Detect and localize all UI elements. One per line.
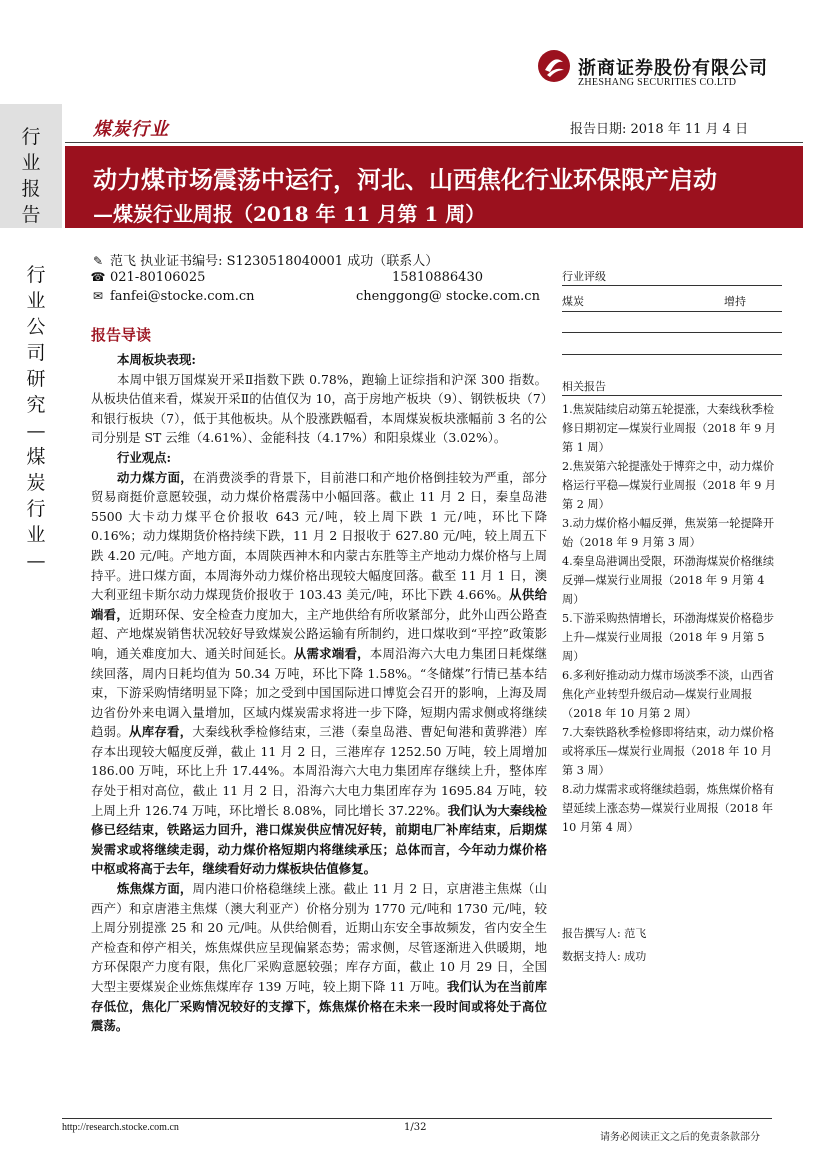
email-1[interactable]: fanfei@stocke.com.cn <box>110 289 255 304</box>
related-report-item[interactable]: 5.下游采购热情增长，环渤海煤炭价格稳步上升—煤炭行业周报（2018 年 9 月第 5 周） <box>562 612 775 663</box>
report-title: 动力煤市场震荡中运行，河北、山西焦化行业环保限产启动 <box>93 165 717 194</box>
phone-icon: ☎ <box>90 270 106 284</box>
related-report-item[interactable]: 7.大秦铁路秋季检修即将结束，动力煤价格或将承压—煤炭行业周报（2018 年 10 月第 3 周） <box>562 726 775 777</box>
related-report-item[interactable]: 3.动力煤价格小幅反弹，焦炭第一轮提降开始（2018 年 9 月第 3 周） <box>562 517 775 549</box>
industry-label: 煤炭行业 <box>93 119 169 140</box>
rating-value: 增持 <box>724 295 746 308</box>
email-2[interactable]: chenggong@ stocke.com.cn <box>356 289 540 304</box>
sidebar-label-category: 行业公司研究—煤炭行业— <box>26 264 46 572</box>
report-date: 报告日期: 2018 年 11 月 4 日 <box>570 122 749 137</box>
footer-url[interactable]: http://research.stocke.com.cn <box>62 1122 179 1133</box>
related-reports-label: 相关报告 <box>562 380 606 393</box>
related-report-item[interactable]: 2.焦炭第六轮提涨处于博弈之中，动力煤价格运行平稳—煤炭行业周报（2018 年 9 月第 2 周） <box>562 460 777 511</box>
report-writer: 报告撰写人: 范飞 <box>562 927 647 940</box>
company-logo-icon <box>536 48 572 84</box>
pen-icon: ✎ <box>92 254 104 268</box>
related-report-item[interactable]: 8.动力煤需求或将继续趋弱，炼焦煤价格有望延续上涨态势—煤炭行业周报（2018 年 10 月第 4 周） <box>562 783 775 834</box>
disclaimer-note: 请务必阅读正文之后的免责条款部分 <box>600 1132 760 1143</box>
report-body <box>91 350 547 1036</box>
paragraph: 动力煤方面，在消费淡季的背景下，目前港口和产地价格倒挂较为严重，部分贸易商挺价意愿较强，动力煤价格震荡中小幅回落。截止 11 月 2 日，秦皇岛港 5500 大卡动力煤平仓价报收 643 元/吨，较上周下跌 1 元/吨，环比下降 0.16%；动力煤期货价格持续下跌，11 月 2 日报收于 627.80 元/吨，较上周五下跌 4.20 元/吨。产地方面，本周陕西神木和内蒙古东胜等主产地动力煤价格与上周持平。进口煤方面，本周海外动力煤价格出现较大幅度回落。截至 11 月 1 日，澳大利亚纽卡斯尔动力煤现货价报收于 103.43 美元/吨，环比下跌 4.66%。从供给端看，近期环保、安全检查力度加大，主产地供给有所收紧部分，此外山西公路查超、产地煤炭销售状况较好导致煤炭公路运输有所制约，进口煤收到“平控”政策影响，通关难度加大、通关时间延长。从需求端看，本周沿海六大电力集团日耗煤继续回落，周内日耗均值为 50.34 万吨，环比下降 1.58%。“冬储煤”行情已基本结束，下游采购情绪明显下降；加之受到中国国际进口博览会召开的影响，上海及周边省份外来电调入量增加，区域内煤炭需求将进一步下降，短期内需求侧或将继续趋弱。从库存看，大秦线秋季检修结束，三港（秦皇岛港、曹妃甸港和黄骅港）库存本出现较大幅度反弹，截止 11 月 2 日，三港库存 1252.50 万吨，较上周增加 186.00 万吨，环比上升 17.44%。本周沿海六大电力集团库存继续上升，整体库存处于相对高位，截止 11 月 2 日，沿海六大电力集团库存为 1695.84 万吨，较上周上升 126.74 万吨，环比增长 8.08%，同比增长 37.22%。我们认为大秦线检修已经结束，铁路运力回升，港口煤炭供应情况好转，前期电厂补库结束，后期煤炭需求或将继续走弱，动力煤价格短期内将继续承压；总体而言，今年动力煤价格中枢或将高于去年，继续看好动力煤板块估值修复。 <box>91 469 548 877</box>
rating-divider <box>562 332 782 333</box>
rating-industry: 煤炭 <box>562 295 584 308</box>
related-reports-list <box>562 400 782 837</box>
rating-divider <box>562 285 782 286</box>
sidebar-label-industry-report: 行 业 报 告 <box>21 126 41 226</box>
related-divider <box>562 395 782 396</box>
data-supporter: 数据支持人: 成功 <box>562 950 647 963</box>
author-row <box>90 250 438 269</box>
related-report-item[interactable]: 4.秦皇岛港调出受限，环渤海煤炭价格继续反弹—煤炭行业周报（2018 年 9 月第 4 周） <box>562 555 775 606</box>
paragraph: 炼焦煤方面，周内港口价格稳继续上涨。截止 11 月 2 日，京唐港主焦煤（山西产）和京唐港主焦煤（澳大利亚产）价格分别为 1770 元/吨和 1730 元/吨，较上周分别提涨 25 和 20 元/吨。从供给侧看，近期山东安全事故频发，省内安全生产检查和停产相关，炼焦煤供应呈现偏紧态势；需求侧，尽管逐渐进入供暖期，地方环保限产力度有限，焦化厂采购意愿较强；库存方面，截止 10 月 29 日，全国大型主要煤炭企业炼焦煤库存 139 万吨，较上期下降 11 万吨。我们认为在当前库存低位，焦化厂采购情况较好的支撑下，炼焦煤价格在未来一段时间或将处于高位震荡。 <box>91 881 548 1034</box>
subheading: 行业观点: <box>117 449 172 465</box>
rating-label: 行业评级 <box>562 270 606 283</box>
subheading: 本周板块表现: <box>117 352 196 367</box>
company-name-cn: 浙商证券股份有限公司 <box>578 58 768 79</box>
report-subtitle: —煤炭行业周报（2018 年 11 月第 1 周） <box>93 202 486 226</box>
rating-divider <box>562 311 782 312</box>
company-name-en: ZHESHANG SECURITIES CO.LTD <box>578 77 737 88</box>
phone-row <box>90 270 205 285</box>
page-number: 1/32 <box>404 1122 427 1133</box>
phone-1: 021-80106025 <box>110 270 206 285</box>
related-report-item[interactable]: 6.多利好推动动力煤市场淡季不淡，山西省焦化产业转型升级启动—煤炭行业周报（2018 年 10 月第 2 周） <box>562 669 775 720</box>
author-info: 范飞 执业证书编号: S1230518040001 成功（联系人） <box>110 254 439 269</box>
rating-divider <box>562 354 782 355</box>
phone-2: 15810886430 <box>392 270 483 285</box>
paragraph: 本周中银万国煤炭开采Ⅱ指数下跌 0.78%，跑输上证综指和沪深 300 指数。从板块估值来看，煤炭开采Ⅱ的估值仅为 10，高于房地产板块（9）、钢铁板块（7）和银行板块（7），低于其他板块。从个股涨跌幅看，本周煤炭板块涨幅前 3 名的公司分别是 ST 云维（4.61%）、金能科技（4.17%）和阳泉煤业（3.02%）。 <box>91 371 547 446</box>
footer-divider <box>62 1118 772 1119</box>
section-title: 报告导读 <box>91 326 152 344</box>
header-divider <box>65 142 803 143</box>
email-row <box>90 289 255 304</box>
mail-icon: ✉ <box>92 289 104 303</box>
related-report-item[interactable]: 1.焦炭陆续启动第五轮提涨，大秦线秋季检修日期初定—煤炭行业周报（2018 年 9 月第 1 周） <box>562 403 777 454</box>
